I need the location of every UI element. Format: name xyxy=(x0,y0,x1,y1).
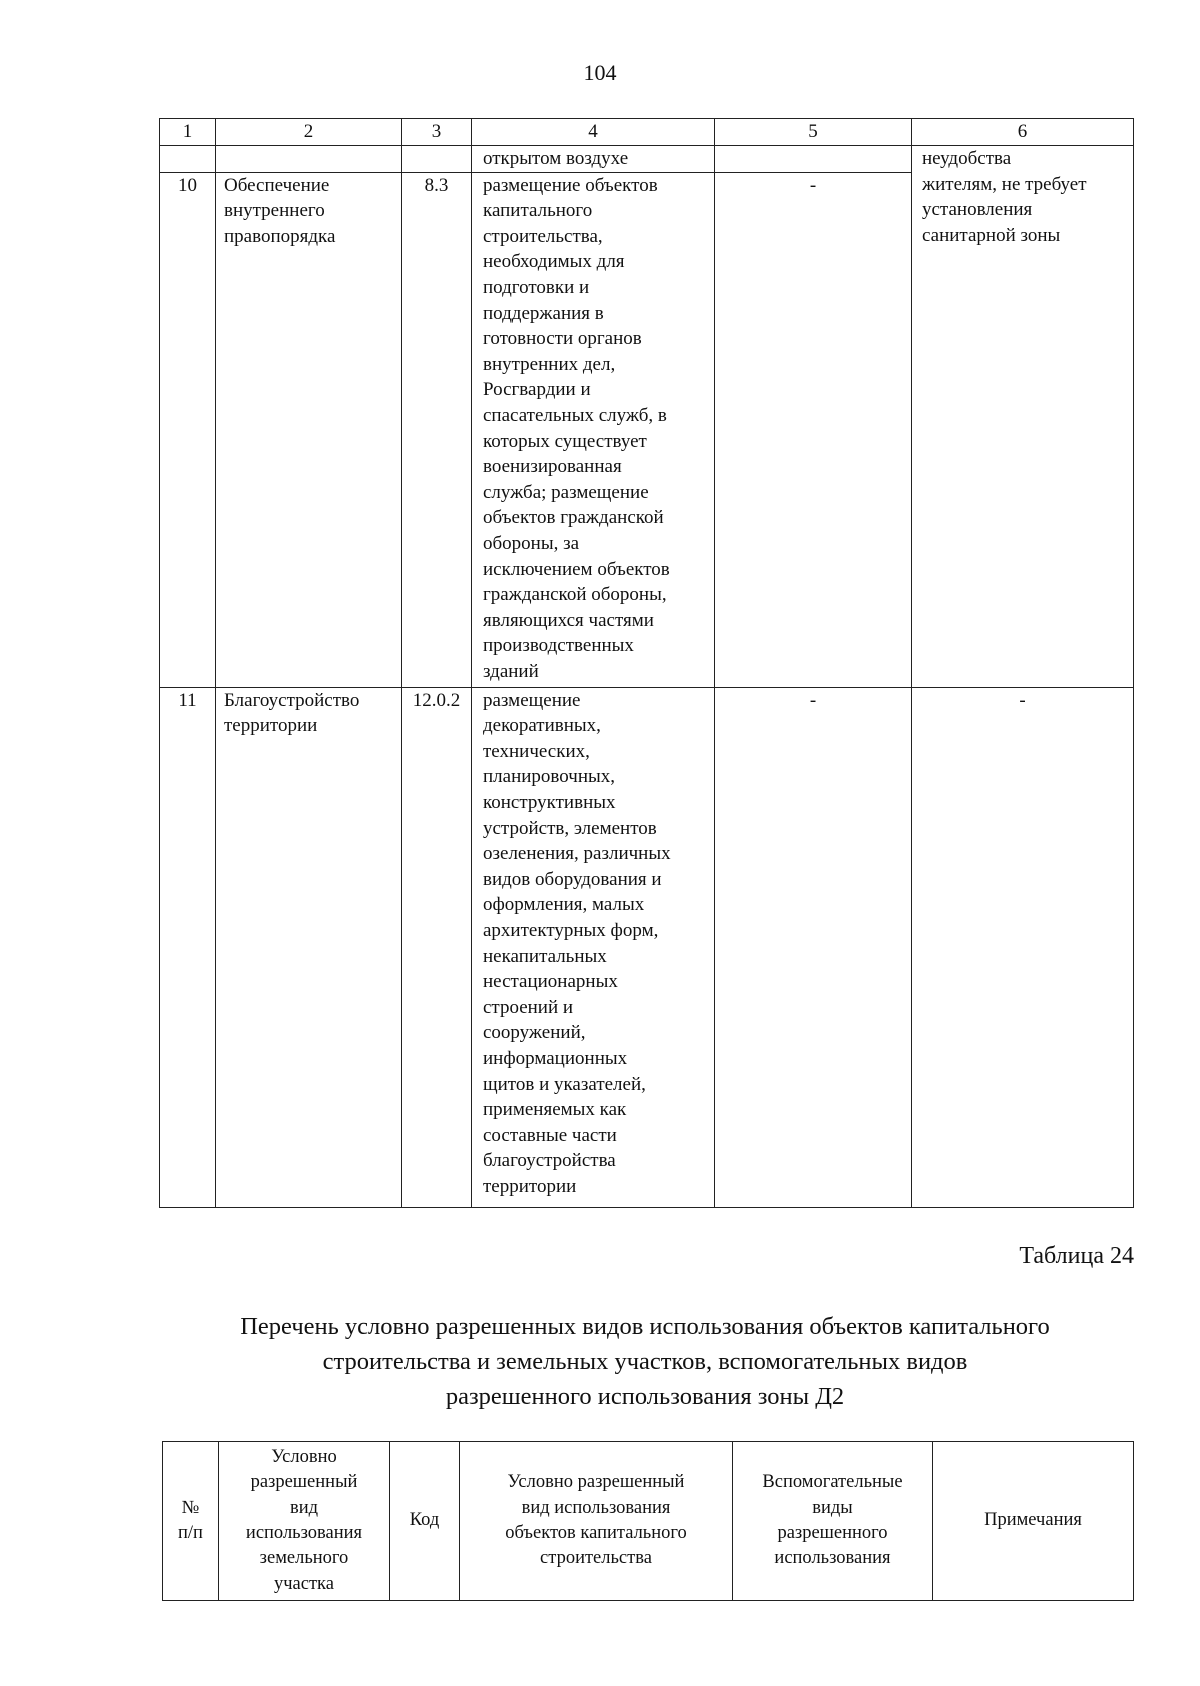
land-use-name: Благоустройство территории xyxy=(216,687,402,1207)
table-caption: Таблица 24 xyxy=(1019,1243,1134,1269)
auxiliary-uses: - xyxy=(715,687,912,1207)
column-number: 5 xyxy=(715,119,912,146)
row-number: 10 xyxy=(160,172,216,687)
column-number: 3 xyxy=(402,119,472,146)
land-use-name: Обеспечение внутреннего правопорядка xyxy=(216,172,402,687)
column-number: 4 xyxy=(472,119,715,146)
header-cell-notes: Примечания xyxy=(933,1442,1134,1601)
header-cell-code: Код xyxy=(390,1442,460,1601)
top-table xyxy=(159,118,1134,1208)
use-description: размещение объектов капитального строительства, необходимых для подготовки и поддержания в готовности органов внутренних дел, Росгвардии и спасательных служб, в которых существует военизированная служба; размещение объектов гражданской обороны, за исключением объектов гражданской обороны, являющихся частями производственных зданий xyxy=(472,172,715,687)
header-cell-number: № п/п xyxy=(163,1442,219,1601)
table-title: Перечень условно разрешенных видов использования объектов капитального строительства и земельных участков, вспомогательных видов разрешенного использования зоны Д2 xyxy=(240,1313,1050,1410)
use-code: 8.3 xyxy=(402,172,472,687)
table-row xyxy=(160,687,1134,1207)
use-description: размещение декоративных, технических, планировочных, конструктивных устройств, элементов озеленения, различных видов оборудования и оформления, малых архитектурных форм, некапитальных нестационарных строений и сооружений, информационных щитов и указателей, применяемых как составные части благоустройства территории xyxy=(472,687,715,1207)
column-number: 6 xyxy=(912,119,1134,146)
header-cell-auxiliary: Вспомогательные виды разрешенного использования xyxy=(733,1442,933,1601)
notes: - xyxy=(912,687,1134,1207)
continuation-description: открытом воздухе xyxy=(472,146,715,173)
header-cell-land-use: Условно разрешенный вид использования земельного участка xyxy=(219,1442,390,1601)
column-number: 2 xyxy=(216,119,402,146)
auxiliary-uses: - xyxy=(715,172,912,687)
continuation-row xyxy=(160,146,1134,173)
column-number-row xyxy=(160,119,1134,146)
bottom-table xyxy=(162,1441,1134,1601)
page-number: 104 xyxy=(583,60,617,85)
use-code: 12.0.2 xyxy=(402,687,472,1207)
continuation-notes: неудобства жителям, не требует установления санитарной зоны xyxy=(912,146,1134,688)
column-number: 1 xyxy=(160,119,216,146)
header-cell-construction-use: Условно разрешенный вид использования объектов капитального строительства xyxy=(460,1442,733,1601)
row-number: 11 xyxy=(160,687,216,1207)
header-row xyxy=(163,1442,1134,1601)
